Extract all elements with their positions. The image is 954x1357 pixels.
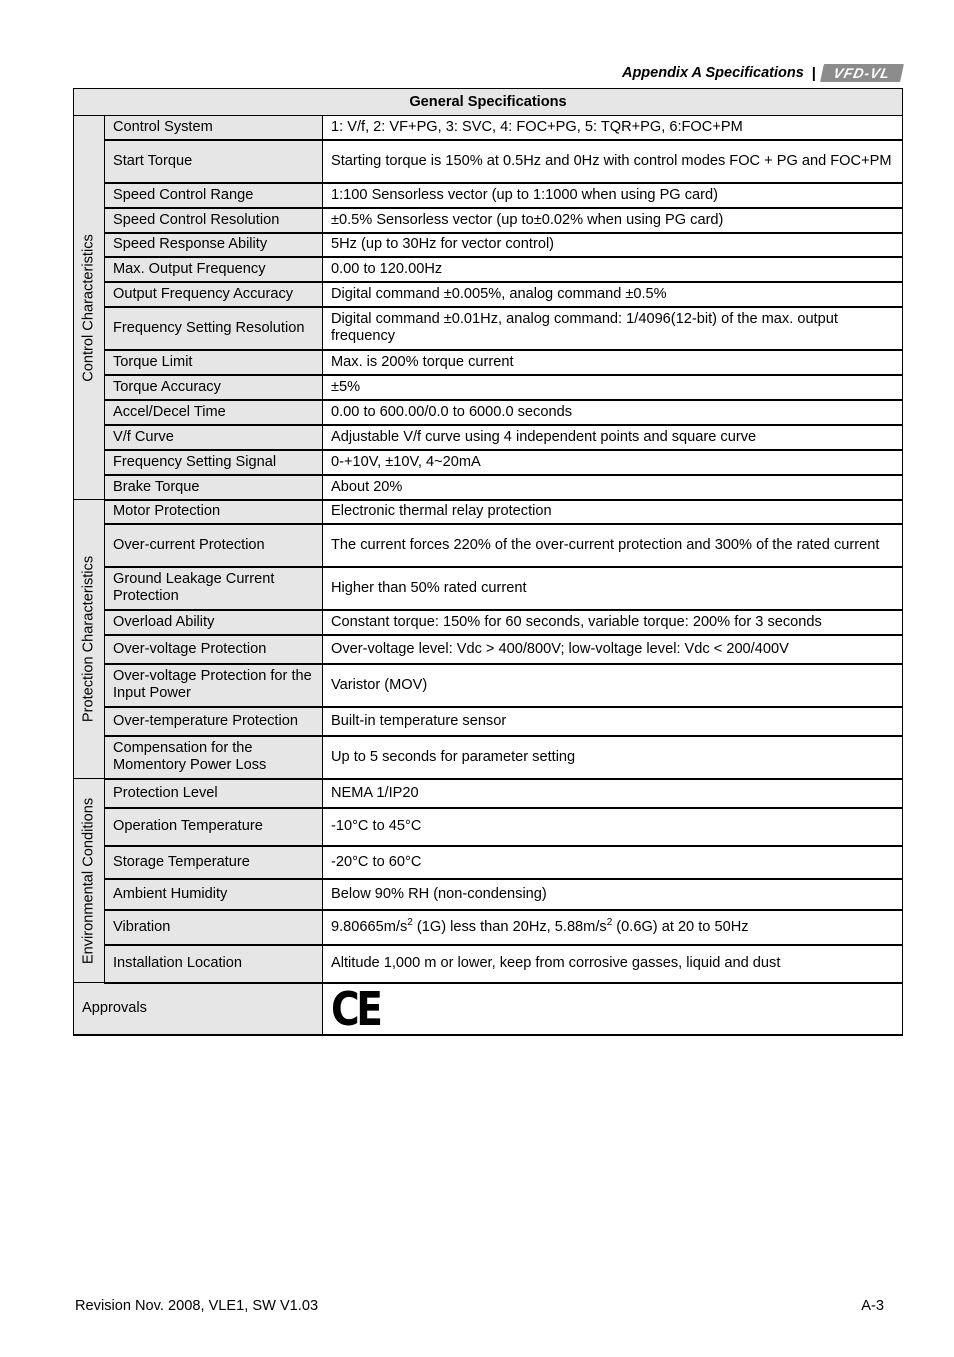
spec-row [74,610,903,635]
page-number: A-3 [861,1298,884,1314]
spec-value: Adjustable V/f curve using 4 independent points and square curve [323,425,903,450]
spec-value: NEMA 1/IP20 [323,779,903,808]
spec-row [74,779,903,808]
spec-value: 5Hz (up to 30Hz for vector control) [323,233,903,257]
spec-value: Electronic thermal relay protection [323,500,903,524]
spec-row [74,282,903,307]
spec-label: Start Torque [105,140,323,183]
spec-label: Storage Temperature [105,846,323,879]
spec-label: Output Frequency Accuracy [105,282,323,307]
spec-label: Operation Temperature [105,808,323,846]
spec-row [74,400,903,425]
spec-value: Built-in temperature sensor [323,707,903,736]
header-title: Appendix A Specifications [621,65,804,81]
spec-value: ±0.5% Sensorless vector (up to±0.02% when using PG card) [323,208,903,233]
spec-label: Brake Torque [105,475,323,500]
spec-value: Altitude 1,000 m or lower, keep from corrosive gasses, liquid and dust [323,945,903,983]
group-header-1 [74,500,105,779]
spec-row [74,945,903,983]
group-label: Control Characteristics [80,233,97,382]
spec-row [74,846,903,879]
spec-row [74,307,903,350]
spec-row [74,257,903,282]
spec-value: 1:100 Sensorless vector (up to 1:1000 when using PG card) [323,183,903,208]
spec-label: Frequency Setting Signal [105,450,323,475]
spec-label: Frequency Setting Resolution [105,307,323,350]
spec-value: 0.00 to 120.00Hz [323,257,903,282]
spec-value: ±5% [323,375,903,400]
superscript: 2 [407,916,413,928]
group-label: Protection Characteristics [80,555,97,723]
spec-label: Torque Accuracy [105,375,323,400]
spec-row [74,808,903,846]
spec-value: The current forces 220% of the over-current protection and 300% of the rated current [323,524,903,567]
spec-row [74,736,903,779]
spec-value: -20°C to 60°C [323,846,903,879]
spec-row [74,879,903,910]
value-text: 9.80665m/s [331,918,408,935]
spec-row [74,140,903,183]
spec-value: -10°C to 45°C [323,808,903,846]
header-separator: | [811,64,816,82]
spec-value: Varistor (MOV) [323,664,903,707]
spec-label: Motor Protection [105,500,323,524]
spec-row [74,116,903,140]
table-title: General Specifications [74,89,903,116]
footer-revision: Revision Nov. 2008, VLE1, SW V1.03 [75,1298,319,1314]
spec-label: Installation Location [105,945,323,983]
vfd-vl-logo [820,64,904,82]
approvals-row [74,983,903,1035]
table-title-row [74,89,903,116]
spec-label: Ground Leakage Current Protection [105,567,323,610]
spec-row [74,450,903,475]
spec-value: 0.00 to 600.00/0.0 to 6000.0 seconds [323,400,903,425]
spec-row [74,664,903,707]
group-label: Environmental Conditions [80,797,97,964]
spec-value: Digital command ±0.005%, analog command ±0.5% [323,282,903,307]
spec-row [74,350,903,375]
spec-value: Digital command ±0.01Hz, analog command: 1/4096(12-bit) of the max. output frequency [323,307,903,350]
page-header [622,64,902,82]
spec-label: Over-voltage Protection [105,635,323,664]
spec-label: Speed Control Resolution [105,208,323,233]
spec-value: 1: V/f, 2: VF+PG, 3: SVC, 4: FOC+PG, 5: TQR+PG, 6:FOC+PM [323,116,903,140]
spec-row [74,475,903,500]
spec-value: Below 90% RH (non-condensing) [323,879,903,910]
spec-label: Protection Level [105,779,323,808]
spec-label: Ambient Humidity [105,879,323,910]
spec-value: About 20% [323,475,903,500]
spec-value: Higher than 50% rated current [323,567,903,610]
value-text: (0.6G) at 20 to 50Hz [612,918,749,935]
logo-text: VFD-VL [832,65,892,81]
spec-value: Over-voltage level: Vdc > 400/800V; low-voltage level: Vdc < 200/400V [323,635,903,664]
spec-row [74,183,903,208]
spec-row [74,208,903,233]
spec-value: Constant torque: 150% for 60 seconds, variable torque: 200% for 3 seconds [323,610,903,635]
spec-value: Max. is 200% torque current [323,350,903,375]
group-header-0 [74,116,105,500]
spec-value: 0-+10V, ±10V, 4~20mA [323,450,903,475]
spec-value: Starting torque is 150% at 0.5Hz and 0Hz with control modes FOC + PG and FOC+PM [323,140,903,183]
spec-value [323,910,903,945]
spec-row [74,425,903,450]
spec-value: Up to 5 seconds for parameter setting [323,736,903,779]
spec-row [74,375,903,400]
spec-label: Over-current Protection [105,524,323,567]
spec-label: Over-voltage Protection for the Input Power [105,664,323,707]
spec-label: Over-temperature Protection [105,707,323,736]
approvals-value [323,983,903,1035]
spec-label: Max. Output Frequency [105,257,323,282]
spec-label: Accel/Decel Time [105,400,323,425]
ce-mark-icon: CE [331,981,380,1036]
spec-row [74,707,903,736]
spec-label: Control System [105,116,323,140]
approvals-label: Approvals [74,983,323,1035]
page-footer [75,1298,884,1314]
value-text: (1G) less than 20Hz, 5.88m/s [412,918,607,935]
spec-row [74,500,903,524]
spec-label: Speed Control Range [105,183,323,208]
superscript: 2 [606,916,613,928]
group-header-2 [74,779,105,983]
spec-row [74,233,903,257]
spec-label: Overload Ability [105,610,323,635]
spec-row [74,567,903,610]
spec-label: V/f Curve [105,425,323,450]
spec-label: Speed Response Ability [105,233,323,257]
general-specifications-table [73,88,903,1036]
spec-label: Compensation for the Momentory Power Loss [105,736,323,779]
spec-label: Vibration [105,910,323,945]
spec-row [74,635,903,664]
spec-label: Torque Limit [105,350,323,375]
spec-row [74,910,903,945]
spec-row [74,524,903,567]
